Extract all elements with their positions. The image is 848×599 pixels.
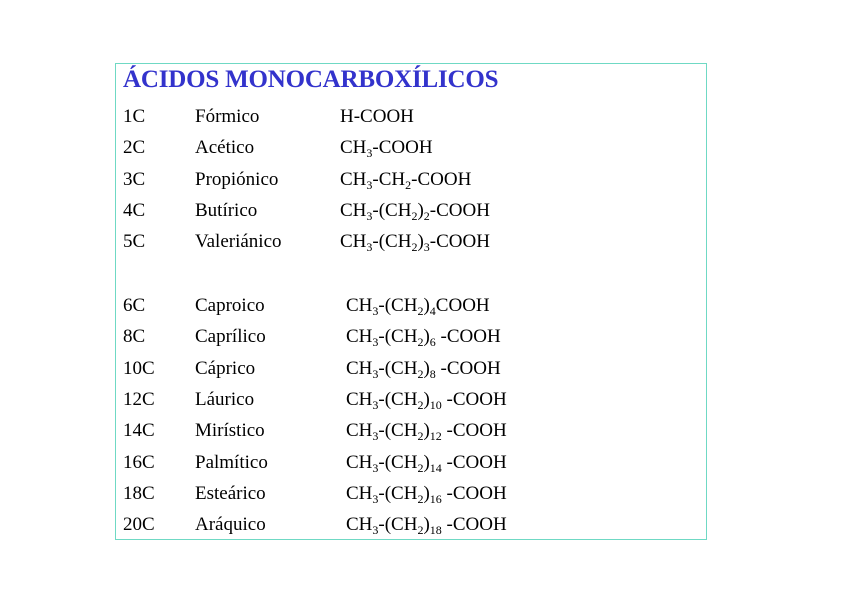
acid-formula — [346, 326, 501, 348]
formula-text: ) — [423, 357, 430, 379]
formula-subscript: 3 — [372, 460, 379, 475]
formula-text: -COOH — [441, 514, 507, 536]
acid-row — [0, 326, 848, 352]
formula-subscript: 3 — [372, 366, 379, 381]
formula-text: -CH — [372, 168, 406, 190]
formula-text: -COOH — [429, 231, 490, 253]
formula-text: CH — [340, 231, 367, 253]
formula-subscript: 6 — [429, 335, 436, 350]
formula-text: -COOH — [441, 420, 507, 442]
formula-subscript: 2 — [417, 460, 424, 475]
formula-text: CH — [346, 482, 373, 504]
formula-text: ) — [423, 482, 430, 504]
acid-formula — [340, 231, 490, 253]
formula-subscript: 3 — [366, 208, 373, 223]
page-title: ÁCIDOS MONOCARBOXÍLICOS — [123, 66, 499, 93]
formula-text: CH — [346, 420, 373, 442]
acid-name: Caproico — [195, 295, 265, 316]
formula-text: ) — [417, 231, 424, 253]
formula-text: -COOH — [411, 168, 472, 190]
carbon-count: 16C — [123, 451, 155, 473]
formula-text: CH — [346, 295, 373, 316]
carbon-count: 10C — [123, 357, 155, 379]
acid-row — [0, 514, 848, 540]
acid-name: Acético — [195, 137, 255, 159]
formula-text: -(CH — [378, 295, 418, 316]
formula-text: -COOH — [435, 326, 501, 348]
carbon-count: 8C — [123, 326, 146, 348]
formula-subscript: 3 — [372, 304, 379, 318]
formula-text: CH — [340, 199, 367, 221]
acid-name: Láurico — [195, 388, 255, 410]
acid-formula — [346, 389, 507, 411]
acid-name: Fórmico — [195, 106, 260, 127]
formula-text: ) — [423, 420, 430, 442]
formula-text: H-COOH — [340, 106, 414, 127]
carbon-count: 2C — [123, 137, 146, 159]
formula-text: -COOH — [372, 137, 433, 159]
formula-subscript: 16 — [429, 491, 442, 506]
acid-name: Caprílico — [195, 326, 266, 348]
acid-name: Valeriánico — [195, 231, 282, 253]
formula-subscript: 3 — [366, 177, 373, 192]
formula-subscript: 3 — [372, 491, 379, 506]
formula-subscript: 2 — [417, 304, 424, 318]
formula-text: -COOH — [441, 482, 507, 504]
carbon-count: 6C — [123, 295, 146, 316]
acid-formula — [346, 420, 507, 442]
carbon-count: 12C — [123, 388, 155, 410]
formula-subscript: 3 — [366, 146, 373, 161]
acid-name: Palmítico — [195, 451, 268, 473]
formula-subscript: 14 — [429, 460, 442, 475]
formula-text: CH — [346, 514, 373, 536]
acid-formula — [346, 295, 490, 317]
formula-subscript: 2 — [417, 397, 424, 412]
formula-subscript: 2 — [405, 177, 412, 192]
formula-text: -COOH — [429, 199, 490, 221]
acid-formula — [346, 483, 507, 505]
formula-subscript: 18 — [429, 523, 442, 538]
carbon-count: 14C — [123, 420, 155, 442]
formula-subscript: 3 — [372, 523, 379, 538]
carbon-count: 4C — [123, 199, 146, 221]
acid-row — [0, 295, 848, 321]
formula-text: ) — [423, 295, 430, 316]
formula-text: -(CH — [378, 514, 418, 536]
acid-row — [0, 200, 848, 226]
formula-subscript: 3 — [372, 397, 379, 412]
acid-name: Mirístico — [195, 420, 265, 442]
formula-text: CH — [340, 168, 367, 190]
acid-formula — [340, 106, 414, 128]
formula-text: -(CH — [378, 388, 418, 410]
carbon-count: 3C — [123, 168, 146, 190]
acid-formula — [340, 169, 471, 191]
acid-formula — [340, 137, 433, 159]
formula-text: ) — [423, 326, 430, 348]
formula-subscript: 2 — [423, 208, 430, 223]
acid-formula — [346, 358, 501, 380]
acid-name: Aráquico — [195, 514, 266, 536]
acid-row — [0, 169, 848, 195]
acid-row — [0, 106, 848, 132]
formula-text: -COOH — [441, 451, 507, 473]
formula-subscript: 2 — [417, 429, 424, 444]
formula-subscript: 2 — [411, 240, 418, 255]
formula-text: -COOH — [435, 357, 501, 379]
carbon-count: 5C — [123, 231, 146, 253]
formula-subscript: 3 — [372, 429, 379, 444]
formula-text: ) — [423, 514, 430, 536]
carbon-count: 1C — [123, 106, 146, 127]
formula-subscript: 2 — [417, 523, 424, 538]
formula-text: CH — [346, 357, 373, 379]
formula-text: -(CH — [378, 326, 418, 348]
formula-text: CH — [346, 326, 373, 348]
carbon-count: 18C — [123, 482, 155, 504]
formula-text: COOH — [435, 295, 490, 316]
formula-subscript: 2 — [417, 491, 424, 506]
acid-formula — [346, 514, 507, 536]
formula-subscript: 3 — [372, 335, 379, 350]
formula-text: CH — [346, 451, 373, 473]
formula-text: -(CH — [378, 357, 418, 379]
acid-name: Propiónico — [195, 168, 279, 190]
acid-row — [0, 358, 848, 384]
acid-row — [0, 483, 848, 509]
carbon-count: 20C — [123, 514, 155, 536]
acid-name: Cáprico — [195, 357, 256, 379]
acid-row — [0, 420, 848, 446]
formula-text: -(CH — [378, 482, 418, 504]
formula-subscript: 2 — [417, 366, 424, 381]
formula-text: CH — [340, 137, 367, 159]
formula-subscript: 8 — [429, 366, 436, 381]
acid-formula — [346, 452, 507, 474]
acid-row — [0, 231, 848, 257]
formula-text: -(CH — [378, 451, 418, 473]
formula-subscript: 2 — [411, 208, 418, 223]
formula-text: ) — [423, 451, 430, 473]
formula-subscript: 10 — [429, 397, 442, 412]
formula-text: CH — [346, 388, 373, 410]
formula-text: -(CH — [378, 420, 418, 442]
formula-subscript: 12 — [429, 429, 442, 444]
formula-text: ) — [423, 388, 430, 410]
acid-name: Esteárico — [195, 482, 266, 504]
formula-subscript: 3 — [366, 240, 373, 255]
formula-text: -(CH — [372, 199, 412, 221]
formula-subscript: 4 — [429, 304, 436, 318]
formula-subscript: 2 — [417, 335, 424, 350]
formula-text: -COOH — [441, 388, 507, 410]
acid-row — [0, 389, 848, 415]
formula-text: -(CH — [372, 231, 412, 253]
acid-row — [0, 137, 848, 163]
acid-formula — [340, 200, 490, 222]
acid-name: Butírico — [195, 199, 258, 221]
formula-subscript: 3 — [423, 240, 430, 255]
acid-row — [0, 452, 848, 478]
formula-text: ) — [417, 199, 424, 221]
